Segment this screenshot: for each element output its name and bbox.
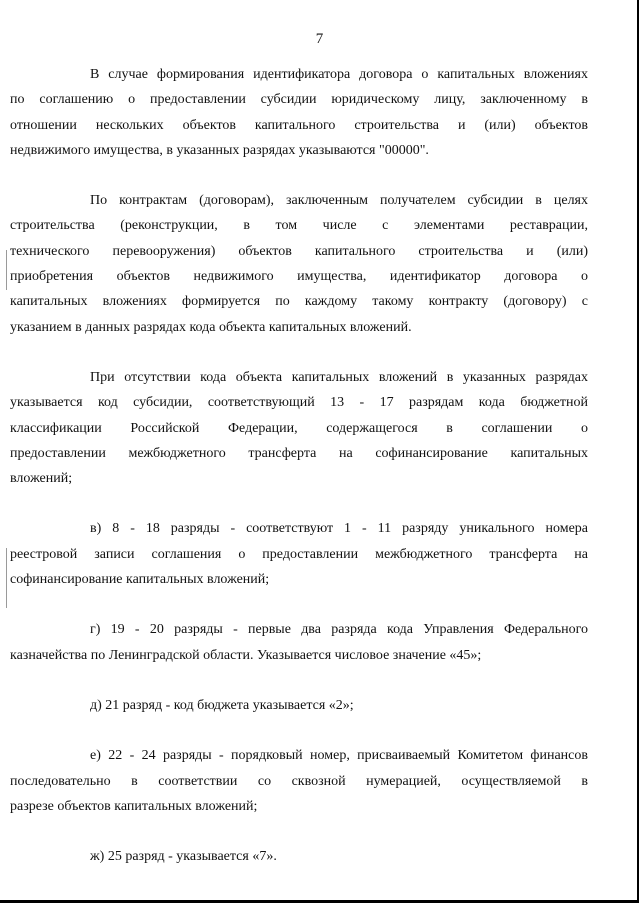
text-line: строительства (реконструкции, в том числе с элементами реставрации,: [10, 218, 588, 234]
text-line: в) 8 - 18 разряды - соответствуют 1 - 11 разряду уникального номера: [90, 521, 588, 537]
page-number: 7: [315, 31, 324, 47]
scan-mark: [6, 548, 7, 608]
text-line: классификации Российской Федерации, содержащегося в соглашении о: [10, 420, 588, 436]
text-line: е) 22 - 24 разряды - порядковый номер, присваиваемый Комитетом финансов: [90, 748, 588, 764]
scan-mark: [6, 250, 7, 290]
text-line: казначейства по Ленинградской области. Указывается числовое значение «45»;: [10, 647, 482, 663]
text-line: технического перевооружения) объектов капитального строительства и (или): [10, 243, 588, 259]
text-line: по соглашению о предоставлении субсидии юридическому лицу, заключенному в: [10, 92, 588, 108]
text-line: ж) 25 разряд - указывается «7».: [90, 849, 277, 865]
text-line: В случае формирования идентификатора договора о капитальных вложениях: [90, 67, 588, 82]
text-line: предоставлении межбюджетного трансферта на софинансирование капитальных: [10, 445, 588, 461]
text-line: недвижимого имущества, в указанных разрядах указываются "00000".: [10, 142, 429, 158]
text-line: указывается код субсидии, соответствующий 13 - 17 разрядам кода бюджетной: [10, 395, 588, 411]
text-line: По контрактам (договорам), заключенным получателем субсидии в целях: [90, 193, 588, 209]
list-item-g: [10, 617, 588, 668]
text-line: капитальных вложениях формируется по каждому такому контракту (договору) с: [10, 294, 588, 310]
text-line: д) 21 разряд - код бюджета указывается «2»;: [90, 697, 354, 713]
text-line: софинансирование капитальных вложений;: [10, 572, 270, 588]
list-item-e: [10, 743, 588, 819]
paragraph-3: [10, 365, 588, 491]
list-item-d: [90, 693, 588, 718]
text-line: отношении нескольких объектов капитального строительства и (или) объектов: [10, 117, 588, 133]
paragraph-2: [10, 188, 588, 340]
text-line: г) 19 - 20 разряды - первые два разряда кода Управления Федерального: [90, 622, 588, 638]
list-item-v: [10, 516, 588, 592]
text-line: указанием в данных разрядах кода объекта капитальных вложений.: [10, 319, 412, 335]
text-line: последовательно в соответствии со сквозной нумерацией, осуществляемой в: [10, 773, 588, 789]
text-line: вложений;: [10, 471, 73, 487]
list-item-zh: [90, 844, 588, 869]
document-body: [10, 62, 588, 869]
text-line: реестровой записи соглашения о предоставлении межбюджетного трансферта на: [10, 546, 588, 562]
paragraph-1: [10, 62, 588, 163]
text-line: разрезе объектов капитальных вложений;: [10, 798, 258, 814]
text-line: приобретения объектов недвижимого имущества, идентификатор договора о: [10, 269, 588, 285]
text-line: При отсутствии кода объекта капитальных вложений в указанных разрядах: [90, 369, 588, 385]
